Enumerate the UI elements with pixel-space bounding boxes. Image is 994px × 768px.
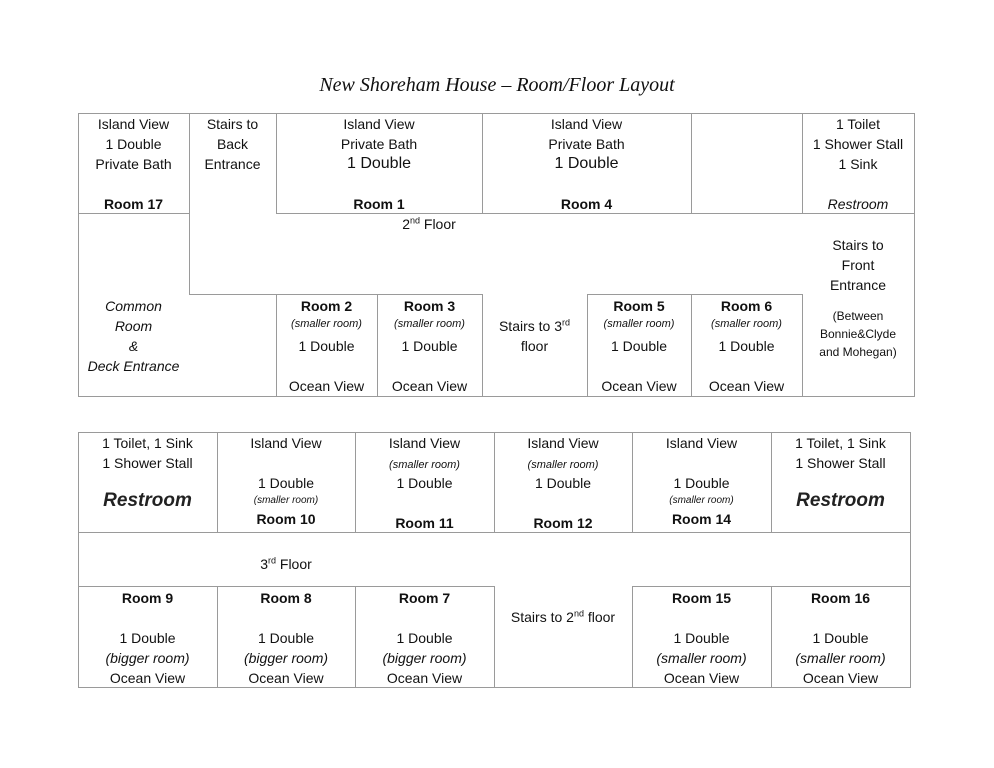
room-7-bed: 1 Double — [396, 630, 453, 646]
room-11-bed: 1 Double — [396, 475, 453, 491]
room-6-view: Ocean View — [708, 378, 785, 394]
stairs-to-front-entrance — [802, 235, 914, 361]
room-17-name: Room 17 — [103, 196, 164, 212]
common-line2: Room — [114, 318, 153, 334]
room-12-view: Island View — [527, 435, 599, 451]
room-4-view: Island View — [550, 116, 623, 132]
room-5-view: Ocean View — [601, 378, 677, 394]
room-2-bed: 1 Double — [298, 338, 355, 354]
room-8-note: (bigger room) — [243, 650, 329, 666]
room-5-note: (smaller room) — [603, 318, 675, 330]
room-8-view: Ocean View — [248, 670, 324, 686]
room-2 — [276, 296, 377, 396]
room-7-note: (bigger room) — [382, 650, 467, 666]
common-line4: Deck Entrance — [87, 358, 180, 374]
stairs2-sup: nd — [573, 608, 584, 619]
room-5 — [587, 296, 691, 396]
room-17-view: Island View — [97, 116, 170, 132]
floor3-label-sup: rd — [267, 555, 276, 566]
room-9-name: Room 9 — [121, 590, 174, 606]
room-16-bed: 1 Double — [812, 630, 869, 646]
room-17 — [78, 114, 189, 214]
page-title: New Shoreham House – Room/Floor Layout — [319, 74, 675, 96]
floor3-label — [217, 554, 355, 574]
stairs-front-line2: Front — [841, 257, 875, 273]
floor3-label-text: Floor — [276, 556, 312, 572]
restroom-right-name: Restroom — [796, 490, 885, 511]
room-10-bed: 1 Double — [257, 475, 315, 491]
room-1-bed: 1 Double — [346, 155, 412, 172]
room-2-name: Room 2 — [300, 298, 353, 314]
room-3 — [377, 296, 482, 396]
room-16-note: (smaller room) — [795, 650, 886, 666]
stairs-front-line1: Stairs to — [832, 237, 884, 253]
common-room — [78, 296, 189, 376]
room-8-name: Room 8 — [260, 590, 312, 606]
room-3-view: Ocean View — [391, 378, 468, 394]
room-12-note: (smaller room) — [527, 459, 599, 471]
floor2-label-number: 2 — [402, 216, 410, 232]
restroom-left-line1: 1 Toilet, 1 Sink — [102, 435, 193, 451]
stairs3-sup: rd — [562, 317, 571, 328]
room-4-bed: 1 Double — [554, 155, 619, 172]
room-7-name: Room 7 — [398, 590, 451, 606]
stairs-front-line3: Entrance — [829, 277, 887, 293]
stairs3-text: Stairs to 3 — [498, 318, 562, 334]
room-16-name: Room 16 — [810, 590, 871, 606]
room-14-name: Room 14 — [671, 511, 732, 527]
restroom-left-name: Restroom — [103, 490, 192, 511]
room-4-bath: Private Bath — [548, 136, 625, 152]
stairs-front-line6: and Mohegan) — [819, 345, 897, 359]
room-2-view: Ocean View — [288, 378, 365, 394]
room-11-view: Island View — [388, 435, 461, 451]
room-10-note: (smaller room) — [253, 495, 319, 506]
room-16 — [771, 588, 910, 688]
room-6 — [691, 296, 802, 396]
restroom-shower: 1 Shower Stall — [812, 136, 904, 152]
floor2-label-text: Floor — [420, 216, 456, 232]
room-15-note: (smaller room) — [656, 650, 747, 666]
room-12-name: Room 12 — [533, 515, 593, 531]
room-10 — [217, 433, 355, 529]
room-3-note: (smaller room) — [394, 318, 465, 330]
restroom-floor3-right — [771, 433, 910, 511]
stairs-back-line3: Entrance — [204, 156, 261, 172]
stairs-to-3rd-floor — [482, 316, 587, 356]
restroom-right-line2: 1 Shower Stall — [795, 455, 886, 471]
stairs-to-back-entrance — [189, 114, 276, 174]
room-11 — [355, 433, 494, 533]
room-2-note: (smaller room) — [291, 318, 362, 330]
room-14-note: (smaller room) — [669, 495, 734, 506]
restroom-right-line1: 1 Toilet, 1 Sink — [795, 435, 886, 451]
room-12 — [494, 433, 632, 533]
room-9 — [78, 588, 217, 688]
restroom-floor3-left — [78, 433, 217, 511]
stairs3-post: floor — [520, 338, 549, 354]
restroom-floor2 — [802, 114, 914, 214]
restroom-sink: 1 Sink — [838, 156, 878, 172]
room-14-view: Island View — [665, 435, 738, 451]
room-5-name: Room 5 — [613, 298, 665, 314]
room-11-note: (smaller room) — [389, 459, 460, 471]
room-11-name: Room 11 — [395, 515, 454, 531]
room-1 — [276, 114, 482, 214]
floor3-label-number: 3 — [260, 556, 268, 572]
floor2-label — [276, 214, 582, 234]
floor2-label-sup: nd — [409, 215, 420, 226]
room-15-view: Ocean View — [663, 670, 740, 686]
stairs-back-line1: Stairs to — [206, 116, 259, 132]
stairs-front-line5: Bonnie&Clyde — [819, 327, 897, 341]
restroom-name: Restroom — [827, 196, 889, 212]
room-6-note: (smaller room) — [711, 318, 782, 330]
room-15 — [632, 588, 771, 688]
room-9-bed: 1 Double — [119, 630, 176, 646]
common-line1: Common — [105, 298, 162, 314]
room-12-bed: 1 Double — [534, 475, 592, 491]
stairs2-text: Stairs to 2 — [510, 609, 574, 625]
common-line3: & — [128, 338, 139, 354]
stairs-front-line4: (Between — [832, 309, 884, 323]
room-3-bed: 1 Double — [401, 338, 458, 354]
stairs-to-2nd-floor — [494, 607, 632, 627]
room-9-view: Ocean View — [109, 670, 186, 686]
room-7 — [355, 588, 494, 688]
room-17-bed: 1 Double — [105, 136, 162, 152]
room-3-name: Room 3 — [403, 298, 456, 314]
room-4 — [482, 114, 691, 214]
room-1-name: Room 1 — [353, 196, 405, 212]
room-6-bed: 1 Double — [718, 338, 775, 354]
room-15-name: Room 15 — [671, 590, 732, 606]
room-5-bed: 1 Double — [610, 338, 668, 354]
room-1-bath: Private Bath — [340, 136, 418, 152]
room-9-note: (bigger room) — [105, 650, 190, 666]
room-8 — [217, 588, 355, 688]
room-16-view: Ocean View — [802, 670, 879, 686]
room-4-name: Room 4 — [560, 196, 613, 212]
restroom-toilet: 1 Toilet — [835, 116, 881, 132]
room-10-name: Room 10 — [256, 511, 316, 527]
room-6-name: Room 6 — [720, 298, 773, 314]
room-17-bath: Private Bath — [95, 156, 172, 172]
room-10-view: Island View — [250, 435, 322, 451]
room-14 — [632, 433, 771, 529]
stairs-back-line2: Back — [216, 136, 249, 152]
room-14-bed: 1 Double — [673, 475, 730, 491]
room-15-bed: 1 Double — [673, 630, 730, 646]
restroom-left-line2: 1 Shower Stall — [102, 455, 193, 471]
stairs2-post: floor — [583, 609, 616, 625]
room-1-view: Island View — [343, 116, 415, 132]
room-8-bed: 1 Double — [257, 630, 315, 646]
room-7-view: Ocean View — [386, 670, 463, 686]
